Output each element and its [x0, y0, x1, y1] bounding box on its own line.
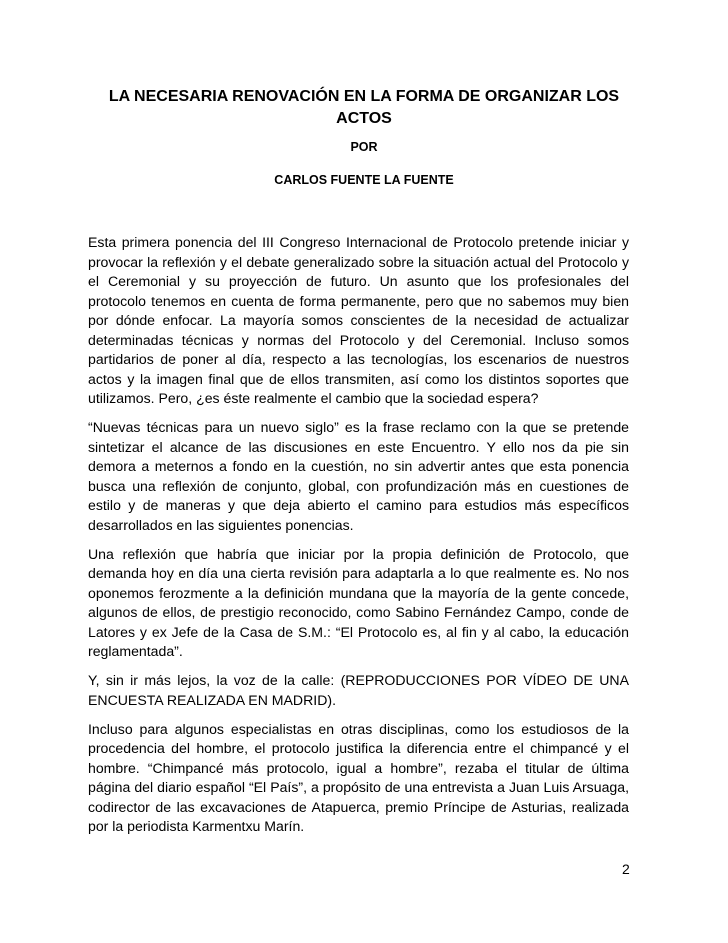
page-number: 2 — [622, 861, 630, 877]
byline-prefix: POR — [350, 140, 378, 154]
author-name: CARLOS FUENTE LA FUENTE — [274, 173, 454, 187]
paragraph-1: Esta primera ponencia del III Congreso Internacional de Protocolo pretende iniciar y provocar la reflexión y el debate generalizado sobre la situación actual del Protocolo y el Ceremonial y su proyección de futuro. Un asunto que los profesionales del protocolo tenemos en cuenta de forma permanente, pero que no sabemos muy bien por dónde enfocar. La mayoría somos conscientes de la necesidad de actualizar determinadas técnicas y normas del Protocolo y del Ceremonial. Incluso somos partidarios de poner al día, respecto a las tecnologías, los escenarios de nuestros actos y la imagen final que de ellos transmiten, así como los distintos soportes que utilizamos. Pero, ¿es éste realmente el cambio que la sociedad espera? — [88, 234, 629, 406]
paragraph-4: Y, sin ir más lejos, la voz de la calle: (REPRODUCCIONES POR VÍDEO DE UNA ENCUESTA REALIZADA EN MADRID). — [88, 672, 629, 708]
paragraph-2: “Nuevas técnicas para un nuevo siglo” es la frase reclamo con la que se pretende sintetizar el alcance de las discusiones en este Encuentro. Y ello nos da pie sin demora a meternos a fondo en la cuestión, no sin advertir antes que esta ponencia busca una reflexión de conjunto, global, con profundización más en cuestiones de estilo y de maneras y que deja abierto el camino para estudios más específicos desarrollados en las siguientes ponencias. — [88, 419, 629, 533]
document-body — [88, 233, 629, 846]
paragraph-3: Una reflexión que habría que iniciar por la propia definición de Protocolo, que demanda hoy en día una cierta revisión para adaptarla a lo que realmente es. No nos oponemos ferozmente a la definición mundana que la mayoría de la gente concede, algunos de ellos, de prestigio reconocido, como Sabino Fernández Campo, conde de Latores y ex Jefe de la Casa de S.M.: “El Protocolo es, al fin y al cabo, la educación reglamentada”. — [88, 545, 629, 659]
document-title: LA NECESARIA RENOVACIÓN EN LA FORMA DE ORGANIZAR LOS ACTOS — [108, 88, 620, 127]
paragraph-5: Incluso para algunos especialistas en otras disciplinas, como los estudiosos de la procedencia del hombre, el protocolo justifica la diferencia entre el chimpancé y el hombre. “Chimpancé más protocolo, igual a hombre”, rezaba el titular de última página del diario español “El País”, a propósito de una entrevista a Juan Luis Arsuaga, codirector de las excavaciones de Atapuerca, premio Príncipe de Asturias, realizada por la periodista Karmentxu Marín. — [88, 720, 629, 834]
